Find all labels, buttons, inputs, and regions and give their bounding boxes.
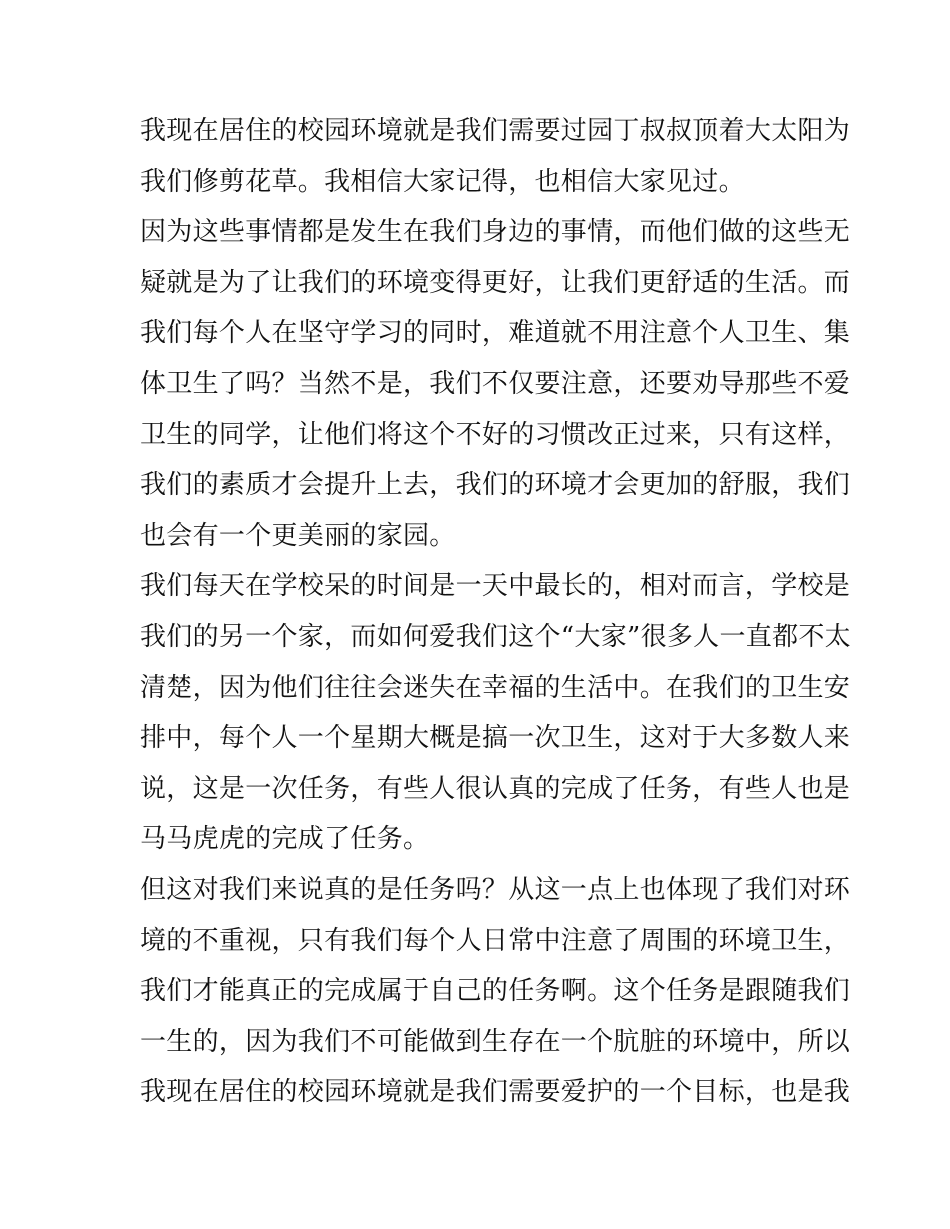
text-line: 我们修剪花草。我相信大家记得，也相信大家见过。 [140,166,745,197]
text-line: 一生的，因为我们不可能做到生存在一个肮脏的环境中，所以 [140,1026,851,1057]
text-line: 我们才能真正的完成属于自己的任务啊。这个任务是跟随我们 [140,976,851,1007]
text-line: 我现在居住的校园环境就是我们需要爱护的一个目标，也是我 [140,1077,851,1108]
text-line: 我现在居住的校园环境就是我们需要过园丁叔叔顶着大太阳为 [140,116,851,146]
text-line: 也会有一个更美丽的家园。 [140,520,456,551]
text-line: 清楚，因为他们往往会迷失在幸福的生活中。在我们的卫生安 [140,672,851,703]
text-line: 体卫生了吗？当然不是，我们不仅要注意，还要劝导那些不爱 [140,368,851,399]
text-line: 我们的另一个家，而如何爱我们这个“大家”很多人一直都不太 [140,621,851,652]
text-line: 我们的素质才会提升上去，我们的环境才会更加的舒服，我们 [140,470,851,501]
text-line: 因为这些事情都是发生在我们身边的事情，而他们做的这些无 [140,217,851,248]
text-line: 但这对我们来说真的是任务吗？从这一点上也体现了我们对环 [140,874,851,905]
text-line: 境的不重视，只有我们每个人日常中注意了周围的环境卫生， [140,925,851,956]
text-line: 说，这是一次任务，有些人很认真的完成了任务，有些人也是 [140,773,851,804]
text-line: 我们每天在学校呆的时间是一天中最长的，相对而言，学校是 [140,571,851,602]
text-line: 卫生的同学，让他们将这个不好的习惯改正过来，只有这样， [140,419,851,450]
text-line: 疑就是为了让我们的环境变得更好，让我们更舒适的生活。而 [140,267,851,298]
text-line: 我们每个人在坚守学习的同时，难道就不用注意个人卫生、集 [140,318,851,349]
body-text [140,106,851,1118]
text-line: 排中，每个人一个星期大概是搞一次卫生，这对于大多数人来 [140,723,851,754]
text-line: 马马虎虎的完成了任务。 [140,824,430,855]
